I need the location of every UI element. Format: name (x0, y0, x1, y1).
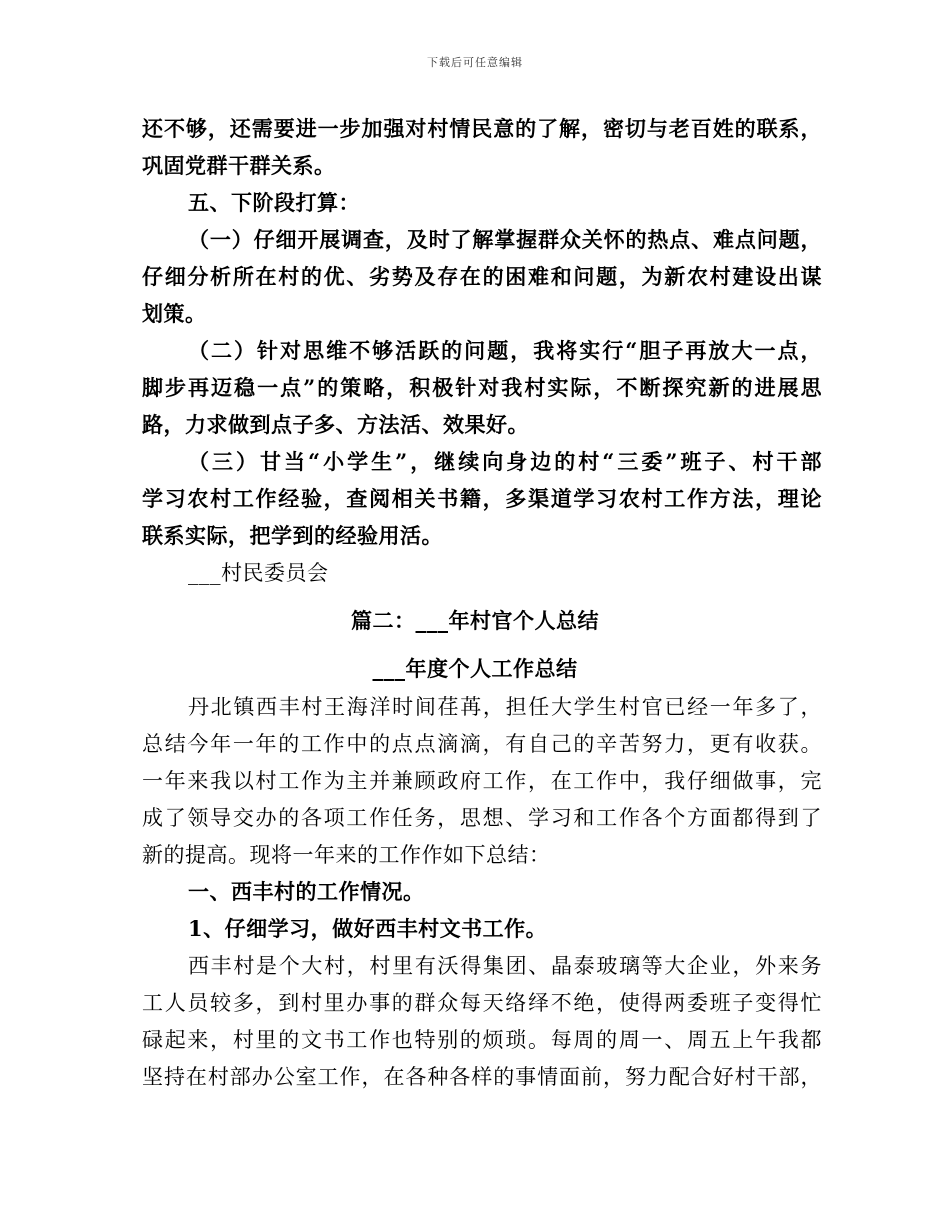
body-line: 路，力求做到点子多、方法活、效果好。 (142, 412, 529, 437)
body-line: 脚步再迈稳一点”的策略，积极针对我村实际，不断探究新的进展思 (142, 375, 822, 400)
body-line: 工人员较多，到村里办事的群众每天络绎不绝，使得两委班子变得忙 (142, 991, 822, 1015)
body-line: （二）针对思维不够活跃的问题，我将实行“胆子再放大一点， (188, 338, 822, 363)
body-line: （一）仔细开展调查，及时了解掌握群众关怀的热点、难点问题， (188, 227, 822, 252)
body-line: 还不够，还需要进一步加强对村情民意的了解，密切与老百姓的联系， (142, 116, 822, 141)
signature-line: ___村民委员会 (188, 561, 329, 585)
article-title: 篇二：___年村官个人总结 (351, 608, 599, 633)
body-line: 总结今年一年的工作中的点点滴滴，有自己的辛苦努力，更有收获。 (142, 732, 822, 756)
body-line: 成了领导交办的各项工作任务，思想、学习和工作各个方面都得到了 (142, 806, 822, 830)
section-heading: 五、下阶段打算： (188, 190, 360, 215)
body-line: 巩固党群干群关系。 (142, 153, 336, 178)
body-line: 碌起来，村里的文书工作也特别的烦琐。每周的周一、周五上午我都 (142, 1028, 822, 1052)
body-line: 联系实际，把学到的经验用活。 (142, 523, 443, 548)
body-line: 仔细分析所在村的优、劣势及存在的困难和问题，为新农村建设出谋 (142, 264, 822, 289)
body-line: 西丰村是个大村，村里有沃得集团、晶泰玻璃等大企业，外来务 (188, 954, 822, 978)
subsection-heading: 1、仔细学习，做好西丰村文书工作。 (188, 916, 548, 941)
body-line: 坚持在村部办公室工作，在各种各样的事情面前，努力配合好村干部， (142, 1065, 822, 1089)
body-line: 丹北镇西丰村王海洋时间荏苒，担任大学生村官已经一年多了， (188, 695, 822, 719)
article-subtitle: ___年度个人工作总结 (372, 656, 578, 681)
body-line: 新的提高。现将一年来的工作作如下总结： (142, 843, 551, 867)
page-header: 下载后可任意编辑 (427, 56, 523, 69)
section-heading: 一、西丰村的工作情况。 (188, 879, 425, 904)
body-line: 一年来我以村工作为主并兼顾政府工作，在工作中，我仔细做事，完 (142, 769, 822, 793)
body-line: （三）甘当“小学生”，继续向身边的村“三委”班子、村干部 (188, 449, 822, 474)
body-line: 学习农村工作经验，查阅相关书籍，多渠道学习农村工作方法，理论 (142, 486, 822, 511)
body-line: 划策。 (142, 301, 207, 326)
